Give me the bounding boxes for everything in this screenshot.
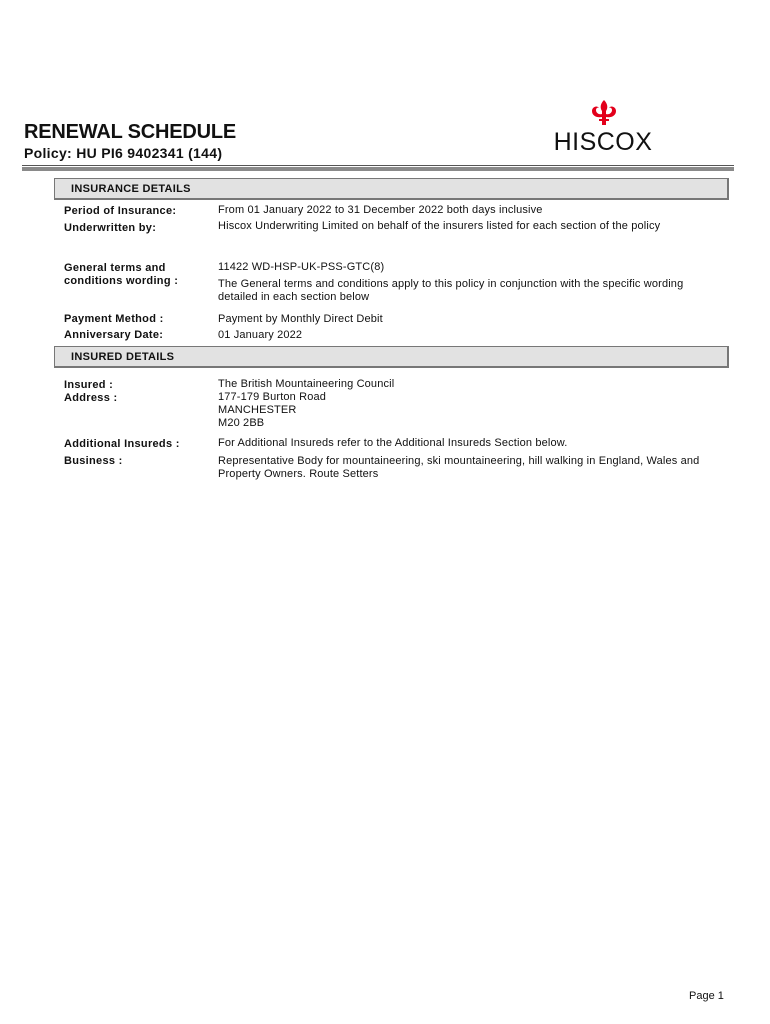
logo-wordmark: HISCOX [553,128,653,156]
general-terms-text-line1: The General terms and conditions apply to this policy in conjunction with the specific wording [218,278,684,290]
business-label: Business : [64,455,123,467]
insured-label: Insured : [64,379,114,391]
header-divider [22,165,734,166]
address-line-3: M20 2BB [218,417,265,429]
underwritten-by-value: Hiscox Underwriting Limited on behalf of the insurers listed for each section of the policy [218,220,661,232]
insured-details-header [54,346,729,368]
general-terms-label-line2: conditions wording : [64,275,179,287]
address-line-2: MANCHESTER [218,404,297,416]
page-number: Page 1 [689,990,724,1002]
period-of-insurance-label: Period of Insurance: [64,205,177,217]
general-terms-label-line1: General terms and [64,262,166,274]
hiscox-logo [543,100,663,160]
address-line-1: 177-179 Burton Road [218,391,327,403]
payment-method-value: Payment by Monthly Direct Debit [218,313,383,325]
anniversary-date-value: 01 January 2022 [218,329,303,341]
anniversary-date-label: Anniversary Date: [64,329,164,341]
section-title: INSURED DETAILS [71,351,175,363]
underwritten-by-label: Underwritten by: [64,222,157,234]
fleur-de-lis-icon [591,100,617,127]
payment-method-label: Payment Method : [64,313,164,325]
additional-insureds-value: For Additional Insureds refer to the Additional Insureds Section below. [218,437,568,449]
insured-value: The British Mountaineering Council [218,378,395,390]
policy-number: Policy: HU PI6 9402341 (144) [24,145,223,161]
period-of-insurance-value: From 01 January 2022 to 31 December 2022 both days inclusive [218,204,543,216]
business-value-line2: Property Owners. Route Setters [218,468,379,480]
document-title: RENEWAL SCHEDULE [24,121,237,143]
insurance-details-header [54,178,729,200]
business-value-line1: Representative Body for mountaineering, ski mountaineering, hill walking in England, Wales and [218,455,700,467]
additional-insureds-label: Additional Insureds : [64,438,180,450]
general-terms-code: 11422 WD-HSP-UK-PSS-GTC(8) [218,261,385,273]
header-divider-thick [22,167,734,171]
address-label: Address : [64,392,118,404]
section-title: INSURANCE DETAILS [71,183,191,195]
general-terms-text-line2: detailed in each section below [218,291,370,303]
